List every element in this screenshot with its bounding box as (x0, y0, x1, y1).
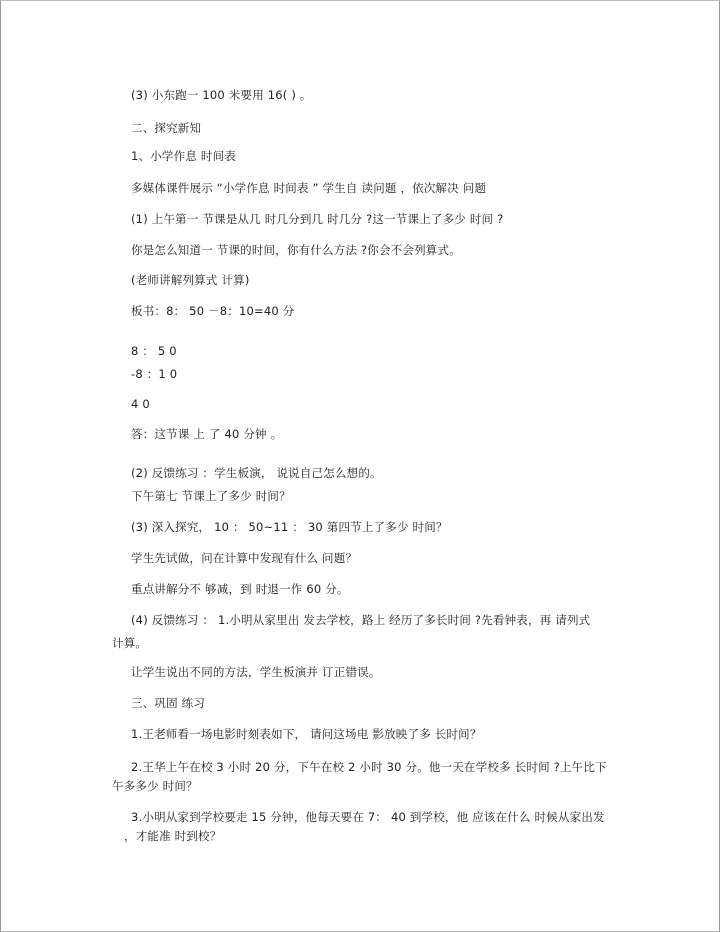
text-line: (老师讲解列算式 计算) (131, 273, 250, 287)
exercise-line: ，才能准 时到校？ (124, 829, 222, 843)
text-line: (4) 反馈练习 ： 1.小明从家里出 发去学校，路上 经历了多长时间 ?先看钟表，再 请列式 (131, 613, 591, 627)
text-line: 学生先试做，问在计算中发现有什么 问题？ (131, 551, 358, 565)
text-line: 计算。 (112, 636, 148, 650)
text-line: (1) 上午第一 节课是从几 时几分到几 时几分 ?这一节课上了多少 时间 ? (131, 212, 504, 226)
exercise-line: 午多多少 时间？ (112, 779, 198, 793)
text-line: 多媒体课件展示 “小学作息 时间表 ” 学生自 读问题 ，依次解决 问题 (131, 181, 487, 195)
text-line: 答：这节课 上 了 40 分钟 。 (131, 427, 283, 441)
exercise-line: 2.王华上午在校 3 小时 20 分，下午在校 2 小时 30 分。他一天在学校多 长时间 ?上午比下 (131, 760, 607, 774)
text-line: 你是怎么知道一 节课的时间，你有什么方法 ?你会不会列算式。 (131, 243, 461, 257)
text-line: 下午第七 节课上了多少 时间？ (131, 489, 291, 503)
exercise-line: 1.王老师看一场电影时刻表如下， 请问这场电 影放映了多 长时间？ (131, 727, 482, 741)
text-line: (3) 深入探究， 10 ： 50~11 ： 30 第四节上了多少 时间？ (131, 520, 448, 534)
section-heading: 二、探究新知 (131, 121, 202, 135)
text-line: (2) 反馈练习 ：学生板演， 说说自己怎么想的。 (131, 466, 382, 480)
subsection-heading: 1、小学作息 时间表 (131, 149, 236, 163)
text-line: 重点讲解分不 够减，到 时退一作 60 分。 (131, 582, 349, 596)
text-line: (3) 小东跑一 100 米要用 16( ) 。 (131, 88, 312, 102)
text-line: 板书：8： 50 －8：10=40 分 (131, 304, 295, 318)
calc-line: 4 0 (131, 397, 150, 411)
section-heading: 三、巩固 练习 (131, 696, 206, 710)
calc-line: -8 ：1 0 (131, 367, 178, 381)
calc-line: 8 ： 5 0 (131, 344, 177, 358)
text-line: 让学生说出不同的方法，学生板演并 订正错误。 (131, 665, 381, 679)
exercise-line: 3.小明从家到学校要走 15 分钟，他每天要在 7： 40 到学校，他 应该在什么 时候从家出发 (131, 810, 605, 824)
